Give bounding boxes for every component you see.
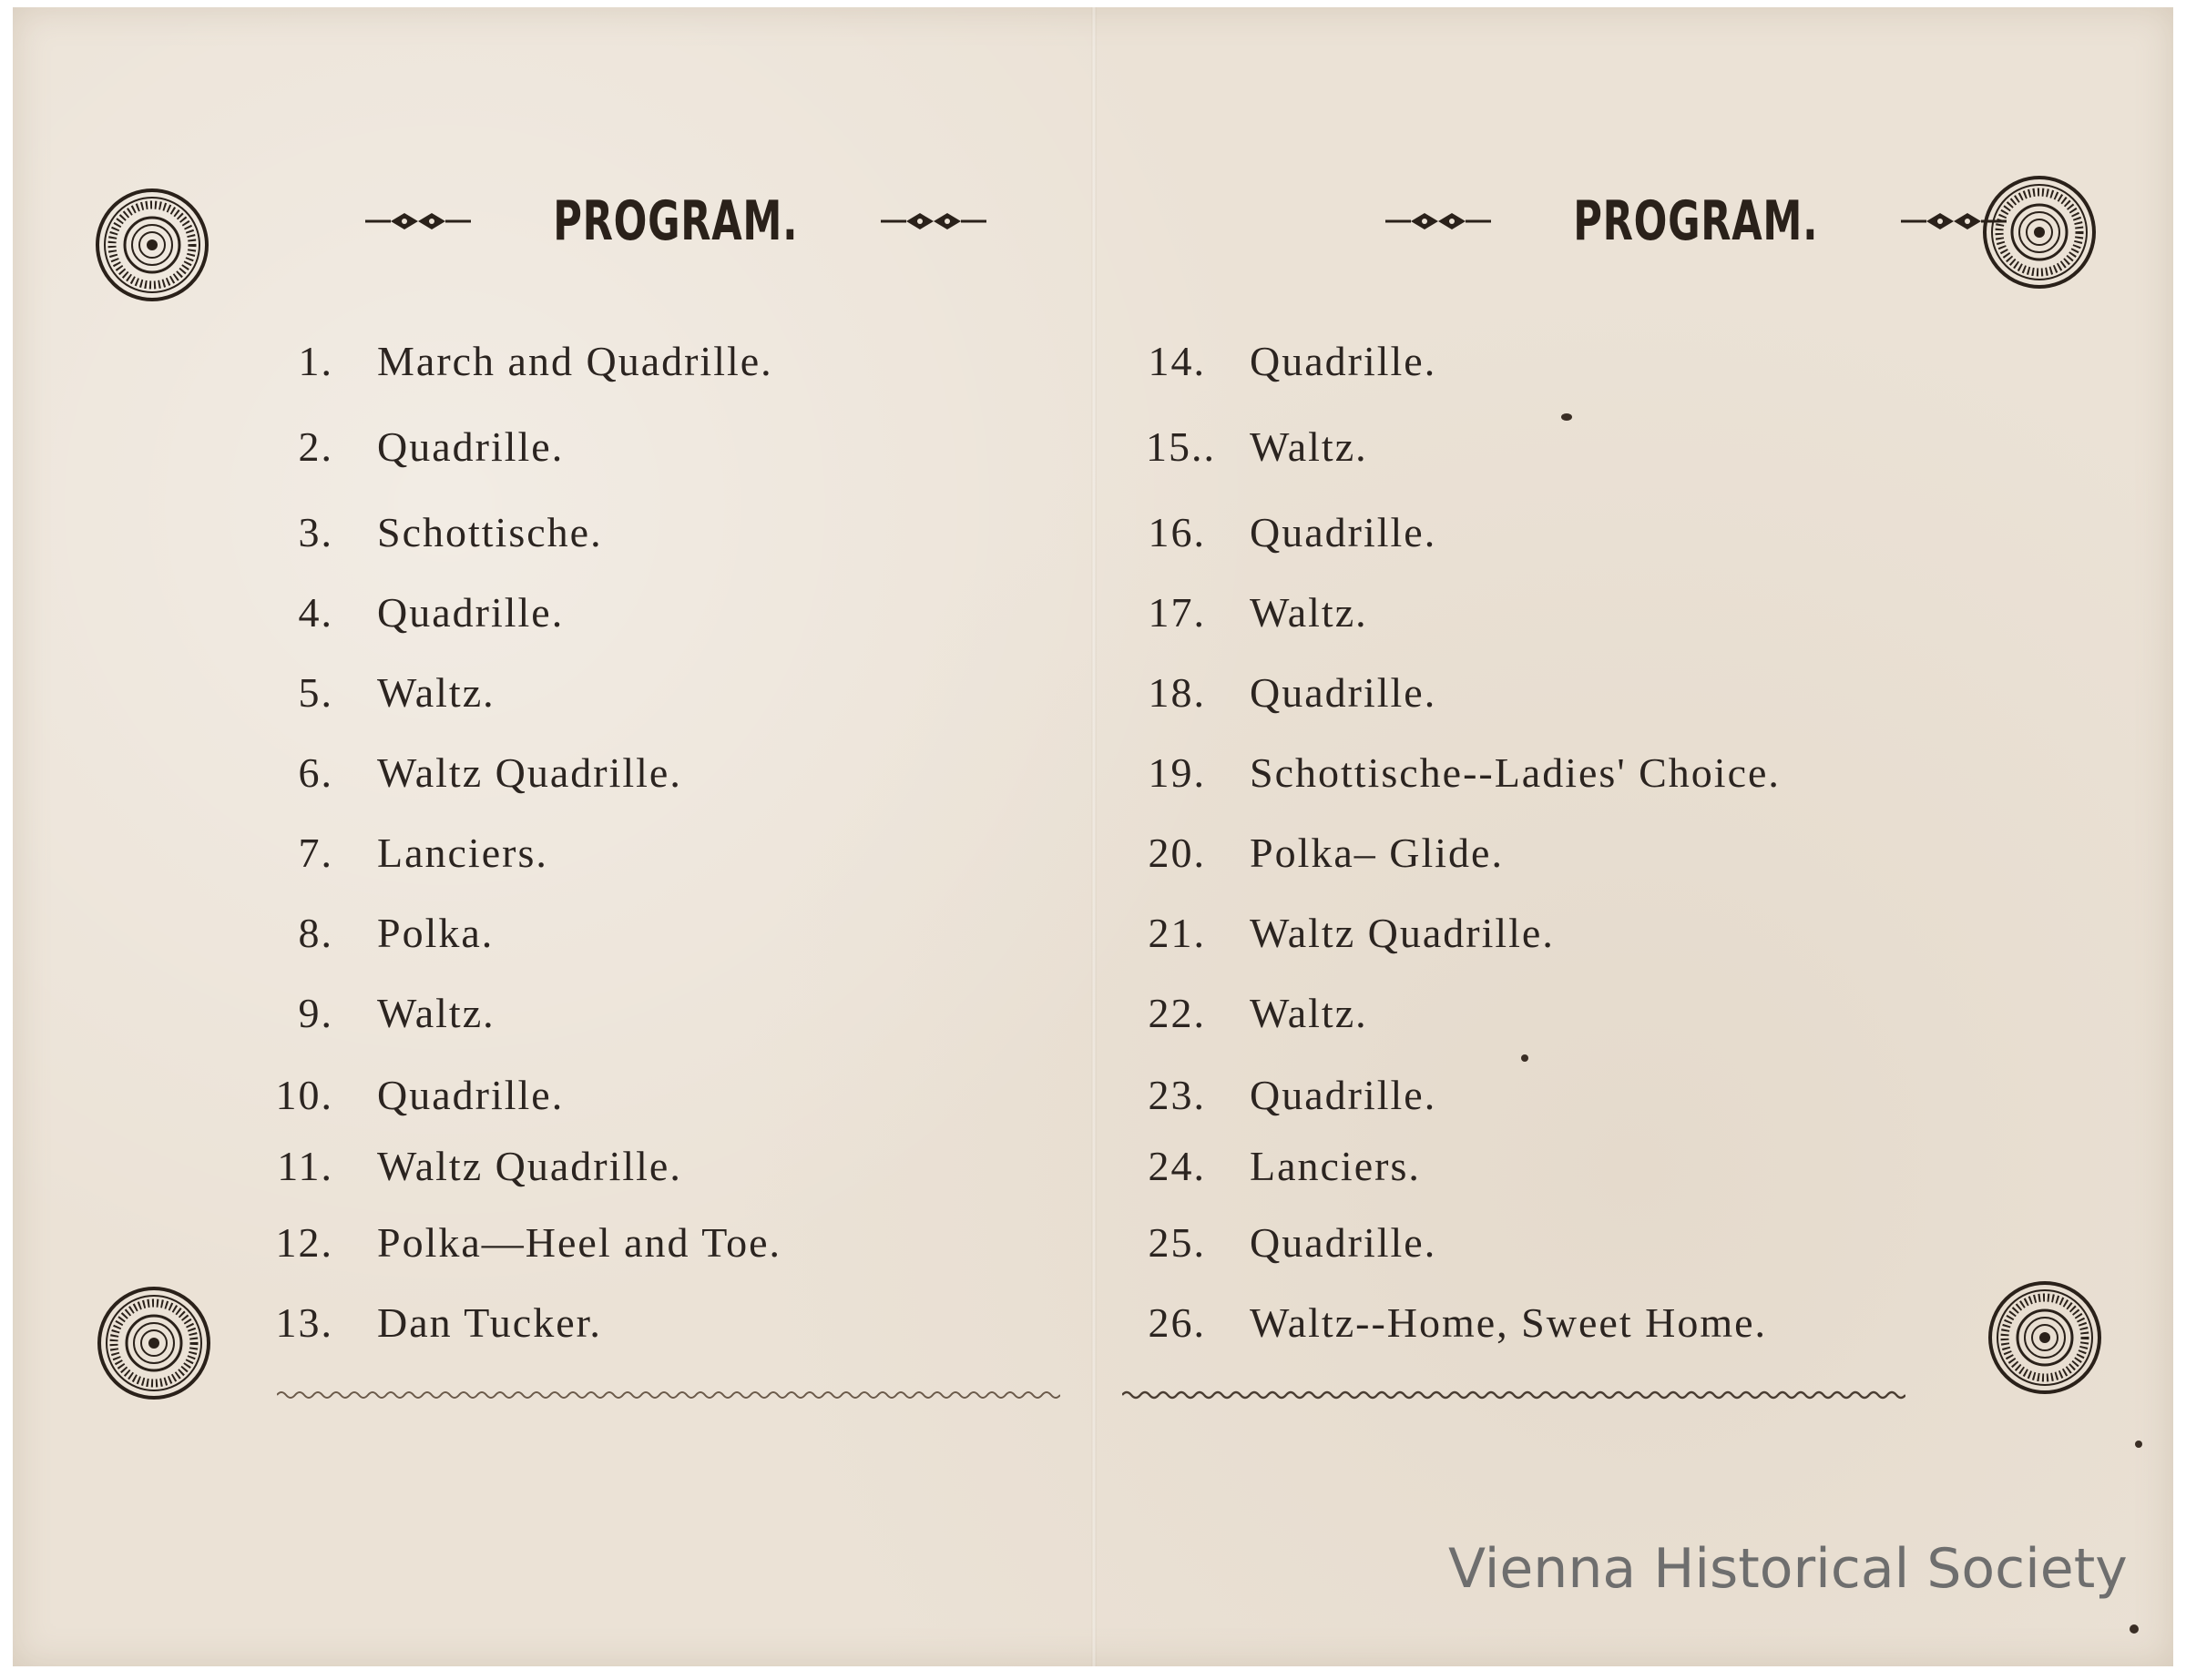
item-label: Polka—Heel and Toe.: [377, 1219, 782, 1266]
item-number: 13.: [275, 1299, 333, 1346]
item-label: Schottische--Ladies' Choice.: [1250, 749, 1781, 796]
list-item: [1146, 1142, 1421, 1190]
item-number: 17.: [1148, 589, 1206, 636]
item-number: 26.: [1148, 1299, 1206, 1346]
list-item: [1146, 989, 1368, 1037]
paper-speck: [1521, 1054, 1528, 1062]
item-label: Polka.: [377, 910, 495, 956]
list-item: [1146, 748, 1781, 797]
medallion-rosette-icon: [97, 1286, 211, 1400]
item-number: 21.: [1148, 910, 1206, 956]
item-label: March and Quadrille.: [377, 338, 773, 384]
list-item: [273, 748, 682, 797]
item-number: 9.: [298, 990, 333, 1036]
item-number: 19.: [1148, 749, 1206, 796]
list-item: [273, 1142, 682, 1190]
item-number: 18.: [1148, 669, 1206, 716]
list-item: [1146, 1071, 1436, 1119]
paper-speck: [2135, 1441, 2142, 1448]
list-item: [273, 337, 773, 385]
list-item: [1146, 1218, 1436, 1267]
item-label: Schottische.: [377, 509, 603, 555]
medallion-rosette-icon: [1987, 1280, 2102, 1395]
paper-speck: [2130, 1624, 2139, 1634]
item-number: 2.: [298, 423, 333, 470]
page-title-right: PROGRAM.: [1573, 189, 1819, 253]
item-label: Waltz Quadrille.: [377, 749, 682, 796]
item-number: 16.: [1148, 509, 1206, 555]
wavy-rule-icon: [277, 1388, 1060, 1402]
item-number: 8.: [298, 910, 333, 956]
item-label: Waltz Quadrille.: [1250, 910, 1555, 956]
list-item: [1146, 909, 1555, 957]
item-number: 22.: [1148, 990, 1206, 1036]
list-item: [273, 909, 494, 957]
item-number: 23.: [1148, 1072, 1206, 1118]
item-number: 5.: [298, 669, 333, 716]
item-label: Waltz.: [1250, 589, 1368, 636]
list-item: [1146, 508, 1436, 556]
program-card: [13, 7, 2173, 1666]
item-number: 3.: [298, 509, 333, 555]
medallion-rosette-icon: [1982, 175, 2097, 290]
item-label: Waltz.: [377, 990, 495, 1036]
item-number: 25.: [1148, 1219, 1206, 1266]
list-item: [273, 829, 548, 877]
item-label: Quadrille.: [1250, 1072, 1437, 1118]
list-item: [1146, 588, 1368, 636]
item-number: 4.: [298, 589, 333, 636]
item-number: 10.: [275, 1072, 333, 1118]
item-number: 7.: [298, 830, 333, 876]
item-number: 6.: [298, 749, 333, 796]
watermark: Vienna Historical Society: [1448, 1537, 2128, 1601]
item-number: 20.: [1148, 830, 1206, 876]
item-number: 1.: [298, 338, 333, 384]
item-label: Quadrille.: [1250, 669, 1437, 716]
item-label: Lanciers.: [377, 830, 548, 876]
item-label: Waltz Quadrille.: [377, 1143, 682, 1189]
item-number: 12.: [275, 1219, 333, 1266]
item-label: Quadrille.: [377, 589, 565, 636]
medallion-rosette-icon: [95, 188, 209, 302]
list-item: [1146, 423, 1368, 471]
list-item: [273, 1071, 564, 1119]
item-label: Quadrille.: [1250, 338, 1437, 384]
item-number: 14.: [1148, 338, 1206, 384]
item-label: Waltz.: [1250, 990, 1368, 1036]
item-label: Waltz--Home, Sweet Home.: [1250, 1299, 1768, 1346]
list-item: [1146, 829, 1504, 877]
item-label: Quadrille.: [377, 423, 565, 470]
list-item: [273, 1218, 781, 1267]
item-label: Waltz.: [377, 669, 495, 716]
item-label: Quadrille.: [1250, 509, 1437, 555]
item-label: Dan Tucker.: [377, 1299, 602, 1346]
list-item: [1146, 668, 1436, 717]
item-label: Quadrille.: [1250, 1219, 1437, 1266]
item-number: 24.: [1148, 1143, 1206, 1189]
list-item: [273, 668, 495, 717]
item-label: Quadrille.: [377, 1072, 565, 1118]
list-item: [273, 1298, 602, 1347]
list-item: [1146, 1298, 1767, 1347]
item-label: Lanciers.: [1250, 1143, 1421, 1189]
list-item: [273, 423, 564, 471]
wavy-rule-icon: [1122, 1388, 1905, 1402]
list-item: [273, 508, 603, 556]
item-number: 11.: [277, 1143, 333, 1189]
list-item: [273, 588, 564, 636]
paper-speck: [1561, 413, 1572, 421]
list-item: [1146, 337, 1436, 385]
page-title-left: PROGRAM.: [553, 189, 799, 253]
item-number: 15..: [1146, 423, 1216, 470]
list-item: [273, 989, 495, 1037]
item-label: Polka– Glide.: [1250, 830, 1504, 876]
item-label: Waltz.: [1250, 423, 1368, 470]
